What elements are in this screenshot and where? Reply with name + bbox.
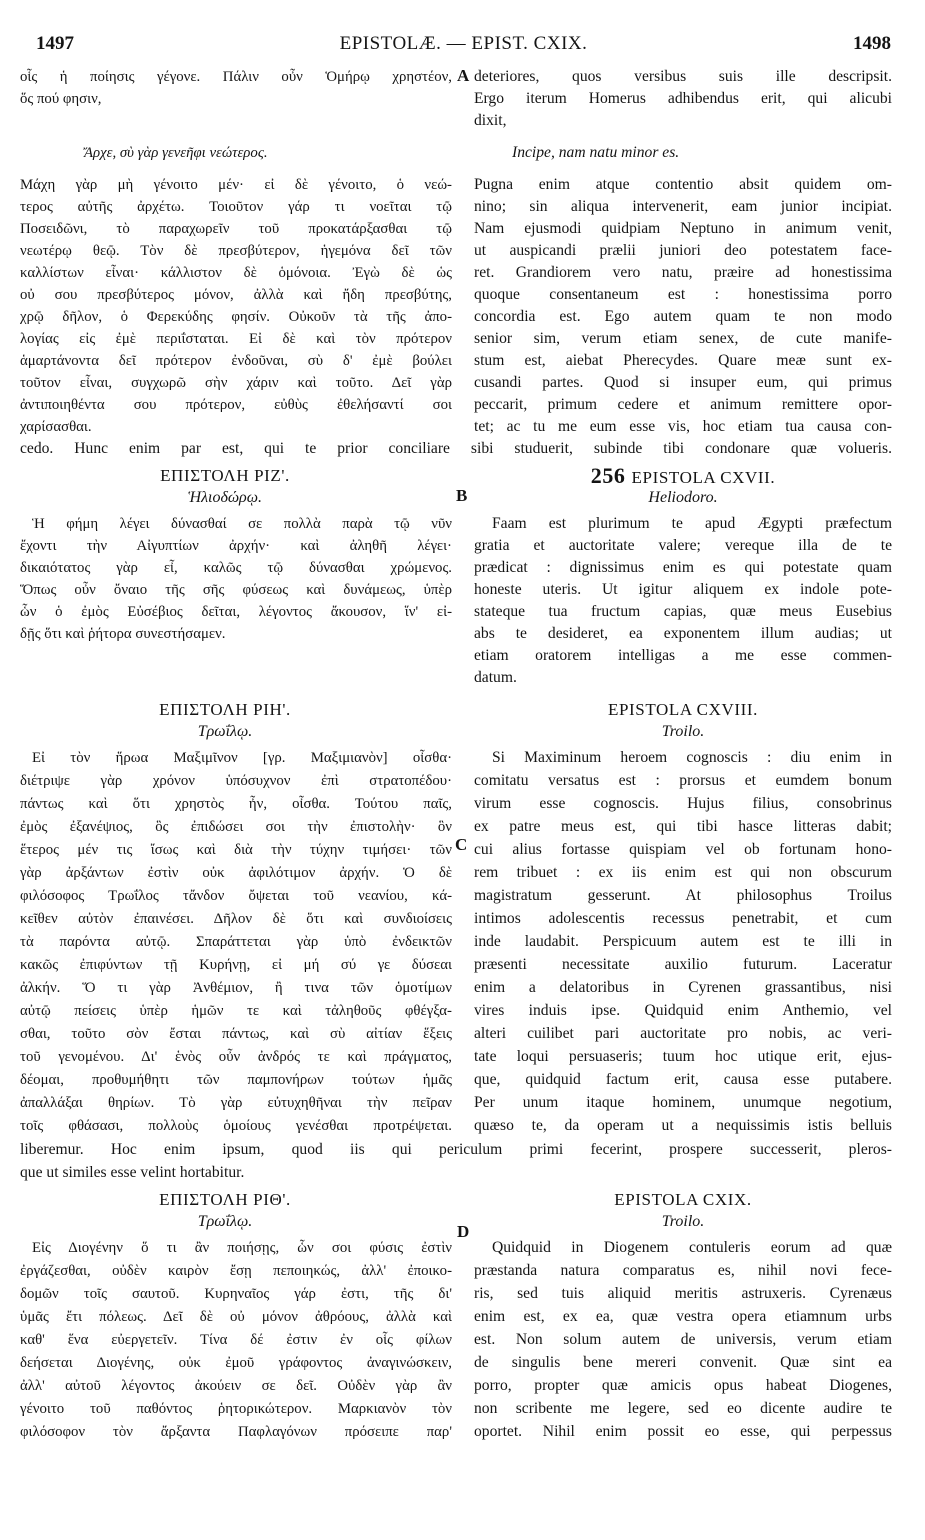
greek-line: τοῦτον εἶναι, συγχωρῶ σὴν χάριν καὶ τοῦτο. Δεῖ γὰρ xyxy=(20,375,452,391)
greek-line: ἀλλ' αὐτοῦ λέγοντος ἀκούειν σε δεῖ. Οὐδὲν γὰρ ἂν xyxy=(20,1378,452,1394)
greek-addressee: Τρωΐλῳ. xyxy=(197,1213,253,1230)
greek-line: λογίας εἰς ἐμὲ περιΐσταται. Εἰ δὲ καὶ τὸν πρότερον xyxy=(20,331,452,347)
greek-line: κακῶς ἐπιφύντων τῇ Κυρήνῃ, εἰ μή σύ γε δύσεαι xyxy=(20,957,452,973)
greek-line: καθ' ἕνα εὐεργετεῖν. Τίνα δέ ἐστιν ἐν οἷς φίλων xyxy=(20,1332,452,1348)
greek-line: Ὅπως οὖν ὄναιο τῆς σῆς φύσεως καὶ δυνάμεως, ὑπὲρ xyxy=(20,582,452,598)
latin-line: senior sim, verum etiam senex, de cute manife- xyxy=(474,330,892,347)
latin-line: honeste uteris. Ut igitur aliquem ex indole pote- xyxy=(474,581,892,598)
latin-line: ris, sed tuis aliquid meritis astruxeris. Cyrenæus xyxy=(474,1285,892,1302)
latin-line: ut auspicandi prælii juniori deo potestatem face- xyxy=(474,242,892,259)
latin-addressee: Troilo. xyxy=(661,1213,705,1230)
latin-line: Faam est plurimum te apud Ægypti præfectum xyxy=(492,515,892,532)
latin-line: Nam ejusmodi quidpiam Neptuno in animum venit, xyxy=(474,220,892,237)
latin-line: porro, propter quæ amicis opus habeat Diogenes, xyxy=(474,1377,892,1394)
latin-line: Si Maximinum heroem cognoscis : diu enim in xyxy=(492,749,892,766)
latin-line: que, quidquid factum erit, causa esse putabere. xyxy=(474,1071,892,1088)
full-width-line: que ut similes esse velint hortabitur. xyxy=(20,1164,245,1181)
latin-line: præstanda natura comparatus es, nihil novi fece- xyxy=(474,1262,892,1279)
margin-marker-c: C xyxy=(455,835,468,854)
latin-line: enim a delatoribus in Cyrenen grassantibus, nisi xyxy=(474,979,892,996)
latin-letter-title: EPISTOLA CXIX. xyxy=(614,1190,752,1209)
greek-line: ἀπαλλάξαι θηρίων. Τὸ γὰρ εὐτυχηθῆναι τὴν πεῖραν xyxy=(20,1095,452,1111)
greek-line: ἀλκήν. Ὅ τι γὰρ Ἀνθέμιον, ἢ τινα τῶν ὁμοτίμων xyxy=(20,980,452,996)
latin-line: prædicat : dignissimus enim es qui potestate quam xyxy=(474,559,892,576)
latin-line: stum est, aiebat Pherecydes. Quare meæ sunt ex- xyxy=(474,352,892,369)
latin-line: est. Non solum autem de universis, verum etiam xyxy=(474,1331,892,1348)
greek-line: δῇς ὅτι καὶ ῥήτορα συνεστήσαμεν. xyxy=(20,626,226,642)
margin-marker-a: A xyxy=(457,66,470,85)
latin-line: vires induis ipse. Quidquid enim Anthemio, vel xyxy=(474,1002,892,1019)
latin-line: deteriores, quos versibus suis ille descripsit. xyxy=(474,68,892,85)
latin-line: de singulis bene mereri convenit. Quæ sint ea xyxy=(474,1354,892,1371)
latin-line: cui alius fortasse quispiam vel ob fortunam hono- xyxy=(474,841,892,858)
margin-marker-b: B xyxy=(456,486,468,505)
greek-line: κεῖθεν αὐτὸν ἐπαινέσει. Δῆλον δὲ ὅτι καὶ συνδιοίσεις xyxy=(20,911,452,927)
greek-verse: Ἄρχε, σὺ γὰρ γενεῆφι νεώτερος. xyxy=(84,145,268,161)
latin-line: comitatu versatus est : prorsus et eumdem bonum xyxy=(474,772,892,789)
latin-line: rem tribuet : ex iis enim est qui non obscurum xyxy=(474,864,892,881)
full-width-line: cedo. Hunc enim par est, qui te prior conciliare sibi studuerit, subinde tibi condonare quæ volueris. xyxy=(20,440,892,457)
greek-line: τοῦ γενομένου. Δι' ἑνὸς οὖν ἀνδρός τε καὶ πράγματος, xyxy=(20,1049,452,1065)
latin-line: quoque consentaneum est : honestissima porro xyxy=(474,286,892,303)
latin-line: concordia est. Ego autem quam te non modo xyxy=(474,308,892,325)
greek-line: τὰ παρόντα αὐτῷ. Σπαράττεται γὰρ ὑπὸ ἐνδεικτῶν xyxy=(20,934,452,950)
latin-line: oportet. Nihil enim possit eo esse, qui perpessus xyxy=(474,1423,892,1440)
latin-line: Quidquid in Diogenem contuleris eorum ad quæ xyxy=(492,1239,892,1256)
latin-verse: Incipe, nam natu minor es. xyxy=(512,144,680,161)
latin-line: abs te desideret, ea exponentem illum audias; ut xyxy=(474,625,892,642)
latin-line: datum. xyxy=(474,669,517,686)
latin-line: tate loqui persuaseris; tuum hoc utique erit, ejus- xyxy=(474,1048,892,1065)
latin-line: tet; ac tu me eum esse vis, hoc etiam tua causa con- xyxy=(474,418,892,435)
latin-line: Per unum itaque hominem, unumque negotium, xyxy=(474,1094,892,1111)
latin-line: magistratum gesserunt. At philosophus Troilus xyxy=(474,887,892,904)
greek-line: γὰρ ἀρξάντων ἐστὶν οὐκ ἀφιλότιμον ἀρχήν. Ὁ δὲ xyxy=(20,865,452,881)
greek-letter-title: ΕΠΙΣΤΟΛΗ ΡΙΘ'. xyxy=(159,1190,291,1209)
latin-line: gratia et auctoritate valere; vereque illa de te xyxy=(474,537,892,554)
latin-line: peccarit, primum cedere et animum remittere opor- xyxy=(474,396,892,413)
greek-line: οὐ σου πρεσβύτερος μόνον, ἀλλὰ καὶ ἤδη πρεσβύτης, xyxy=(20,287,452,303)
greek-line: δέομαι, προθυμήθητι τῶν παμπονήρων τούτων ἡμᾶς xyxy=(20,1072,452,1088)
greek-line: τερος αὐτῆς ἀρχέτω. Τοιοῦτον γάρ τι νοεῖται τῷ xyxy=(20,199,452,215)
greek-line: νεωτέρῳ θεῷ. Τὸν δὲ πρεσβύτερον, ἡγεμόνα δεῖ τῶν xyxy=(20,243,452,259)
latin-line: Ergo iterum Homerus adhibendus erit, qui alicubi xyxy=(474,90,892,107)
latin-line: cusandi partes. Quod si insuper eum, qui primus xyxy=(474,374,892,391)
greek-line: Εἰς Διογένην ὅ τι ἂν ποιήσῃς, ὧν σοι φύσις ἐστὶν xyxy=(32,1240,452,1256)
column-number: 256 xyxy=(590,463,626,488)
greek-line: ὧν ὁ ἐμὸς Εὐσέβιος δεῖται, λέγοντος ἄκουσον, ἵν' εἰ- xyxy=(20,604,452,620)
greek-line: γένοιτο τοῦ παθόντος ῥητορικώτερον. Μαρκιανὸν τὸν xyxy=(20,1401,452,1417)
full-width-line: liberemur. Hoc enim ipsum, quod iis qui periculum primi fecerint, prospere successerit, pleros- xyxy=(20,1141,892,1158)
latin-letter-title: 256 EPISTOLA CXVII. xyxy=(590,463,776,488)
latin-addressee: Troilo. xyxy=(661,723,705,740)
greek-line: ἀντιποιηθέντα σου πρότερον, εὐθὺς ἐθελήσαντί σοι xyxy=(20,397,452,413)
latin-letter-title: EPISTOLA CXVIII. xyxy=(607,700,758,719)
latin-line: nino; sin aliqua intervenerit, eam junior incipiat. xyxy=(474,198,892,215)
latin-line: alteri cuilibet pari auctoritate pro nobis, ac veri- xyxy=(474,1025,892,1042)
greek-line: Ἡ φήμη λέγει δύνασθαί σε πολλὰ παρὰ τῷ νῦν xyxy=(32,516,452,532)
latin-line: ret. Grandiorem vero natu, præire ad honestissima xyxy=(474,264,892,281)
greek-letter-title: ΕΠΙΣΤΟΛΗ ΡΙΖ'. xyxy=(160,466,290,485)
latin-line: Pugna enim atque contentio absit quidem om- xyxy=(474,176,892,193)
latin-line: etiam oratorem intelligas a me esse commen- xyxy=(474,647,892,664)
latin-line: non scribente me legere, sed eo dicente audire te xyxy=(474,1400,892,1417)
latin-line: stateque tua fructum capias, quæ meus Eusebius xyxy=(474,603,892,620)
greek-line: σθαι, τοῦτο σὸν ἔσται πάντως, καὶ σὺ αἰτίαν ἕξεις xyxy=(20,1026,452,1042)
greek-line: φιλόσοφον τὸν ἄρξαντα Παφλαγόνων πρόσειπε παρ' xyxy=(20,1424,452,1440)
latin-line: præsenti necessitate auxilio futurum. Laceratur xyxy=(474,956,892,973)
greek-line: τοῖς φθάσασι, πολλοὺς ὁμοίους γενέσθαι προτρέψεται. xyxy=(20,1118,452,1134)
latin-line: ex patre meus est, qui tibi hasce litteras dabit; xyxy=(474,818,892,835)
latin-line: enim est, ex ea, quæ vestra opera etiamnum urbs xyxy=(474,1308,892,1325)
latin-line: dixit, xyxy=(474,112,507,129)
latin-line: quæso te, da operam ut a nequissimis istis belluis xyxy=(474,1117,892,1134)
running-header xyxy=(36,33,891,59)
greek-line: ἐργάζεσθαι, οὐδὲν καιρὸν ἔσῃ πεποιηκώς, ἀλλ' ἐποικο- xyxy=(20,1263,452,1279)
latin-addressee: Heliodoro. xyxy=(648,489,718,506)
greek-line: δομῶν τοῖς σαυτοῦ. Κυρηναῖος γάρ ἐστι, τῆς δι' xyxy=(20,1286,452,1302)
greek-line: ἕτερος μέν τις ἴσως καὶ διὰ τὴν τύχην τιμήσει· τῶν xyxy=(20,842,452,858)
greek-line: φιλόσοφος Τρωΐλος τἄνδον ὄψεται τοῦ νεανίου, κά- xyxy=(20,888,452,904)
greek-line: πάντως καὶ ὅτι χρηστὸς ἦν, οἶσθα. Τούτου παῖς, xyxy=(20,796,452,812)
greek-line: ὅς πού φησιν, xyxy=(20,91,102,107)
page-number-right: 1498 xyxy=(853,33,891,54)
header-title: EPISTOLÆ. — EPIST. CXIX. xyxy=(339,33,588,54)
greek-line: διέτριψε γὰρ χρόνον ὑπόσυχνον ἐπὶ στρατοπέδου· xyxy=(20,773,452,789)
greek-line: ὑμᾶς ἔτι πόλεως. Δεῖ δὲ οὐ μόνον ἀθρόους, ἀλλὰ καὶ xyxy=(20,1309,452,1325)
greek-line: αὐτῷ πείσεις ὑπὲρ ἡμῶν τε καὶ τἀληθοῦς φθέγξα- xyxy=(20,1003,452,1019)
greek-letter-title: ΕΠΙΣΤΟΛΗ ΡΙΗ'. xyxy=(159,700,291,719)
greek-line: ἔχοντι τὴν Αἰγυπτίων ἀρχήν· καὶ ἀληθῆ λέγει· xyxy=(20,538,452,554)
greek-line: Ποσειδῶνι, τὸ παραχωρεῖν τοῦ προκατάρξασθαι τῷ xyxy=(20,221,452,237)
latin-line: virum esse cognoscis. Hujus filius, consobrinus xyxy=(474,795,892,812)
latin-line: intimos adolescentis recessus penetrabit, et cum xyxy=(474,910,892,927)
greek-line: οἷς ἡ ποίησις γέγονε. Πάλιν οὖν Ὁμήρῳ χρηστέον, xyxy=(20,69,452,85)
page-number-left: 1497 xyxy=(36,33,74,54)
greek-line: καλλίστων εἶναι· κάλλιστον δὲ ὁμόνοια. Ἐγὼ δὲ ὡς xyxy=(20,265,452,281)
greek-addressee: Τρωΐλῳ. xyxy=(197,723,253,740)
greek-line: ἐμὸς ἐξανέψιος, ὃς ἐπιδώσει σοι τὴν ἐπιστολὴν· ὃν xyxy=(20,819,452,835)
greek-addressee: Ἡλιοδώρῳ. xyxy=(187,489,263,506)
greek-line: Μάχη γὰρ μὴ γένοιτο μέν· εἰ δὲ γένοιτο, ὁ νεώ- xyxy=(20,177,452,193)
greek-line: χαρίσασθαι. xyxy=(20,419,92,435)
greek-line: δικαιότατος γὰρ εἶ, καλῶς τῷ δύνασθαι χρώμενος. xyxy=(20,560,452,576)
greek-line: δεήσεται Διογένης, οὐκ ἐμοῦ γράφοντος ἀναγινώσκειν, xyxy=(20,1355,452,1371)
margin-marker-d: D xyxy=(457,1222,470,1241)
latin-line: inde laudabit. Perspicuum autem est te illi in xyxy=(474,933,892,950)
greek-line: χρῷ δῆλον, ὁ Φερεκύδης φησίν. Οὐκοῦν τὰ τῆς ἀπο- xyxy=(20,309,452,325)
greek-line: ἁμαρτάνοντα δεῖ πρότερον ἐνδοῦναι, σὺ δ' ἐμὲ βούλει xyxy=(20,353,452,369)
greek-line: Εἰ τὸν ἥρωα Μαξιμῖνον [γρ. Μαξιμιανὸν] οἶσθα· xyxy=(32,750,452,766)
